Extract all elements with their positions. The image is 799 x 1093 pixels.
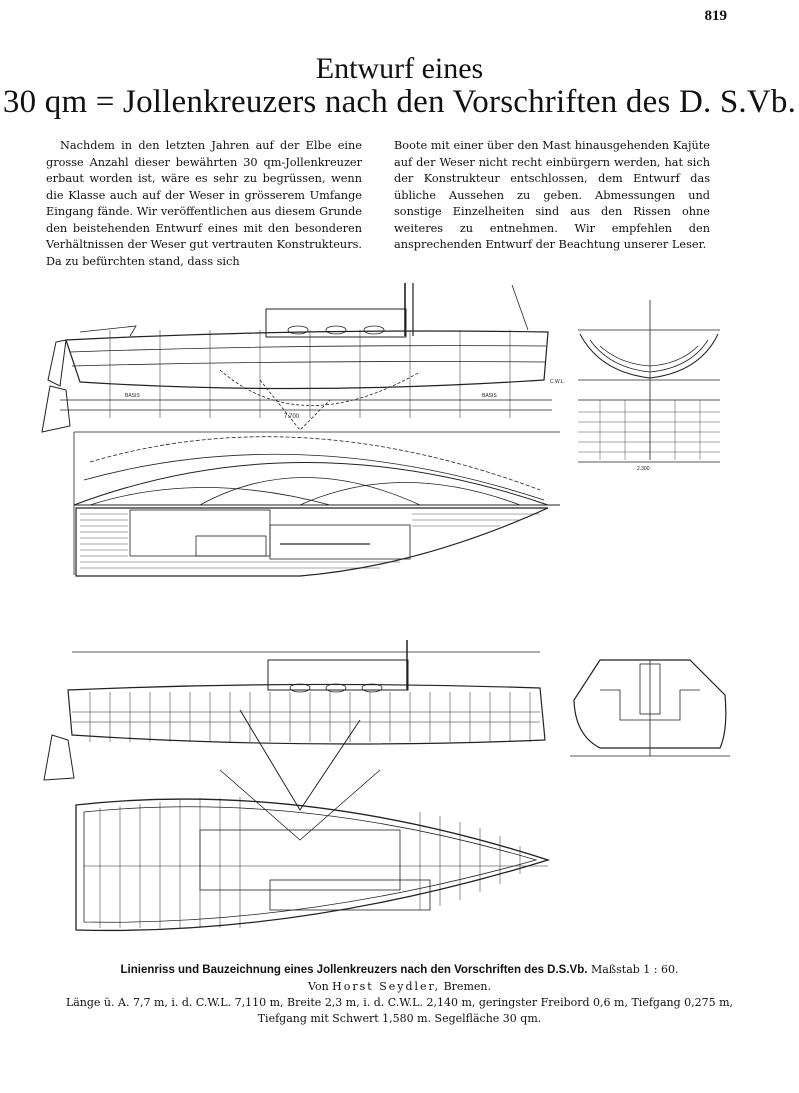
beam-label: 2.300 [637, 466, 650, 472]
caption-line2 [0, 980, 799, 993]
construction-profile-drawing [44, 640, 545, 810]
page-title-line1: Entwurf eines [315, 52, 484, 85]
caption-author: Horst Seydler, [332, 980, 441, 993]
caption-draft-sail: Tiefgang mit Schwert 1,580 m. Segelfläche 30 qm. [257, 1012, 542, 1025]
caption-place: Bremen. [443, 980, 491, 993]
body-paragraph-left: Nachdem in den letzten Jahren auf der Elbe eine grosse Anzahl dieser bewährten 30 qm-Jollenkreuzer erbaut worden ist, wäre es sehr zu begrüssen, wenn die Klasse auch auf der Weser in grösserem Umfange Eingang fände. Wir veröffentlichen aus diesem Grunde den beistehenden Entwurf eines mit den besonderen Verhältnissen der Weser gut vertrauten Konstrukteurs. Da zu befürchten stand, dass sich [46, 139, 362, 268]
deck-plan-drawing [76, 508, 548, 576]
total-length-label: 7.700 [284, 414, 300, 420]
caption-scale: Maßstab 1 : 60. [590, 963, 679, 976]
half-breadth-plan-drawing [74, 432, 560, 575]
page-title-line2: 30 qm = Jollenkreuzers nach den Vorschriften des D. S.Vb. [2, 84, 797, 120]
caption-title: Linienriss und Bauzeichnung eines Jollenkreuzers nach den Vorschriften des D.S.Vb. [120, 964, 588, 976]
basis-label-left: BASIS [125, 393, 140, 399]
caption-dimensions: Länge ü. A. 7,7 m, i. d. C.W.L. 7,110 m, Breite 2,3 m, i. d. C.W.L. 2,140 m, geringster Freibord 0,6 m, Tiefgang 0,275 m, [65, 996, 734, 1009]
page-number: 819 [704, 8, 727, 24]
midship-section-drawing [570, 660, 730, 756]
body-plan-drawing [578, 300, 720, 462]
caption-author-prefix: Von [308, 980, 329, 993]
caption-line1 [0, 963, 799, 976]
body-paragraph-right: Boote mit einer über den Mast hinausgehenden Kajüte auf der Weser nicht recht einbürgern werden, hat sich der Konstrukteur entschlossen, dem Entwurf das übliche Aussehen zu geben. Abmessungen und sonstige Einzelheiten sind aus den Rissen ohne weiteres zu entnehmen. Wir empfehlen den ansprechenden Entwurf der Beachtung unserer Leser. [394, 139, 710, 251]
cwl-label: C.W.L. [550, 379, 566, 385]
sheer-plan-drawing [42, 283, 552, 432]
basis-label-right: BASIS [482, 393, 497, 399]
construction-plan-drawing [76, 770, 548, 930]
